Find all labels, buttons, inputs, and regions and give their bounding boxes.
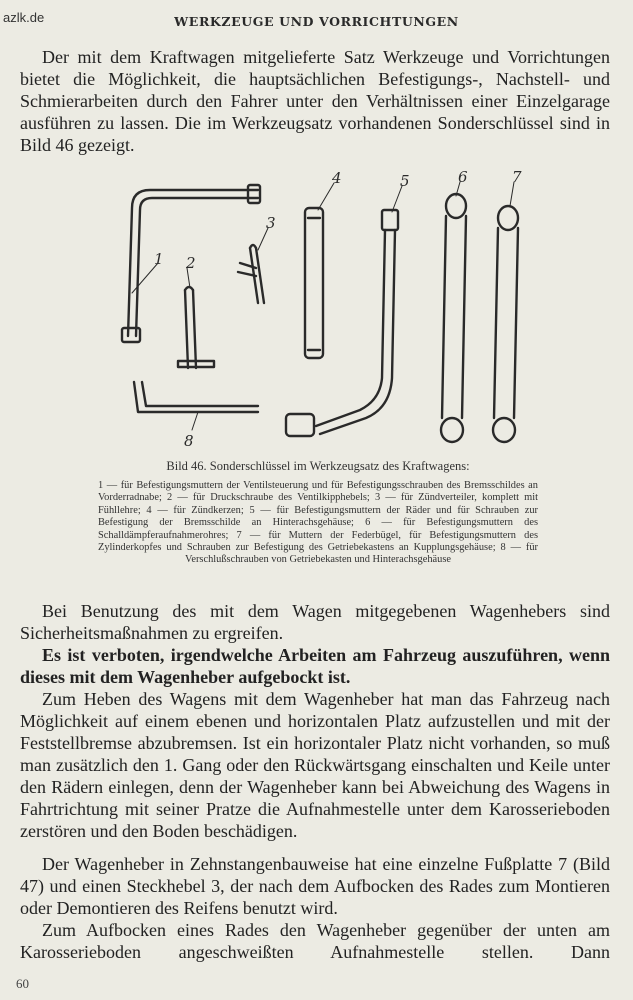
tool-6-ring-spanner [441, 194, 466, 442]
label-tool-1: 1 [154, 250, 164, 268]
paragraph-warning [20, 644, 610, 688]
paragraph-intro-text: Der mit dem Kraftwagen mitgelieferte Satz Werkzeuge und Vorrichtungen bietet die Möglichkeit, die hauptsächlichen Befestigungs-, Nachstell- und Schmierarbeiten durch den Fahrer unter den Verhältnissen einer Einzelgarage ausführen zu lassen. Die im Werkzeugsatz vorhandenen Sonderschlüssel sind in Bild 46 gezeigt. [20, 47, 610, 155]
page-number: 60 [16, 976, 29, 991]
paragraph-safety-text: Bei Benutzung des mit dem Wagen mitgegebenen Wagenhebers sind Sicherheitsmaßnahmen zu ergreifen. [20, 601, 610, 643]
label-tool-5: 5 [400, 172, 410, 190]
figure-legend: 1 — für Befestigungsmuttern der Ventilsteuerung und für Befestigungsschrauben des Bremsschildes an Vorderradnabe; 2 — für Druckschraube des Ventilkipphebels; 3 — für Zündverteiler, komplett mit Fühllehre; 4 — für Zündkerzen; 5 — für Befestigungsmuttern der Räder und für Schrauben zur Befestigung der Bremsschilde an Hinterachsgehäuse; 6 — für Befestigungsmuttern des Schalldämpferaufnahmerohres; 7 — für Muttern der Federbügel, für Befestigungsmuttern des Zylinderkopfes und Schrauben zur Befestigung des Getriebekastens an Kupplungsgehäuse; 8 — für Verschlußschrauben von Getriebekasten und Hinterachsgehäuse [98, 480, 538, 566]
label-tool-2: 2 [186, 254, 196, 272]
figure-caption: Bild 46. Sonderschlüssel im Werkzeugsatz des Kraftwagens: [166, 459, 470, 473]
paragraph-intro [20, 46, 610, 156]
paragraph-safety [20, 600, 610, 644]
paragraph-jacking-up [20, 919, 610, 963]
label-tool-3: 3 [266, 214, 276, 232]
paragraph-warning-text: Es ist verboten, irgendwelche Arbeiten am Fahrzeug auszuführen, wenn dieses mit dem Wagenheber aufgebockt ist. [20, 645, 610, 687]
paragraph-lifting-text: Zum Heben des Wagens mit dem Wagenheber hat man das Fahrzeug nach Möglichkeit auf einem ebenen und horizontalen Platz aufzustellen und mit der Feststellbremse abzubremsen. Ist ein horizontaler Platz nicht vorhanden, so muß man zusätzlich den 1. Gang oder den Rückwärtsgang einschalten und Keile unter den Rädern einlegen, denn der Wagenheber kann bei Abweichung des Wagens in Fahrtrichtung mit seiner Pratze die Aufnahmestelle unter dem Karosserieboden zerstören und den Boden beschädigen. [20, 689, 610, 841]
running-header: WERKZEUGE UND VORRICHTUNGEN [174, 14, 459, 29]
paragraph-jack-text: Der Wagenheber in Zehnstangenbauweise hat eine einzelne Fußplatte 7 (Bild 47) und einen Steckhebel 3, der nach dem Aufbocken des Rades zum Montieren oder Demontieren des Reifens benutzt wird. [20, 854, 610, 918]
paragraph-jacking-up-text: Zum Aufbocken eines Rades den Wagenheber gegenüber der unten am Karosserieboden angeschweißten Aufnahmestelle stellen. Dann [20, 920, 610, 962]
label-tool-8: 8 [184, 432, 194, 450]
tool-4-spark-plug-socket [305, 208, 323, 358]
paragraph-jack [20, 853, 610, 919]
watermark: azlk.de [3, 10, 45, 25]
label-tool-4: 4 [332, 169, 342, 187]
figure-46-special-wrenches [90, 168, 550, 458]
paragraph-lifting [20, 688, 610, 842]
tool-2-screwdriver [178, 287, 214, 368]
tool-5-wheel-nut-wrench [286, 210, 398, 436]
label-tool-7: 7 [512, 168, 522, 186]
tool-7-ring-spanner [493, 206, 518, 442]
label-tool-6: 6 [458, 168, 468, 186]
tool-3-distributor-key [238, 245, 264, 303]
tool-8-l-key [134, 382, 258, 412]
